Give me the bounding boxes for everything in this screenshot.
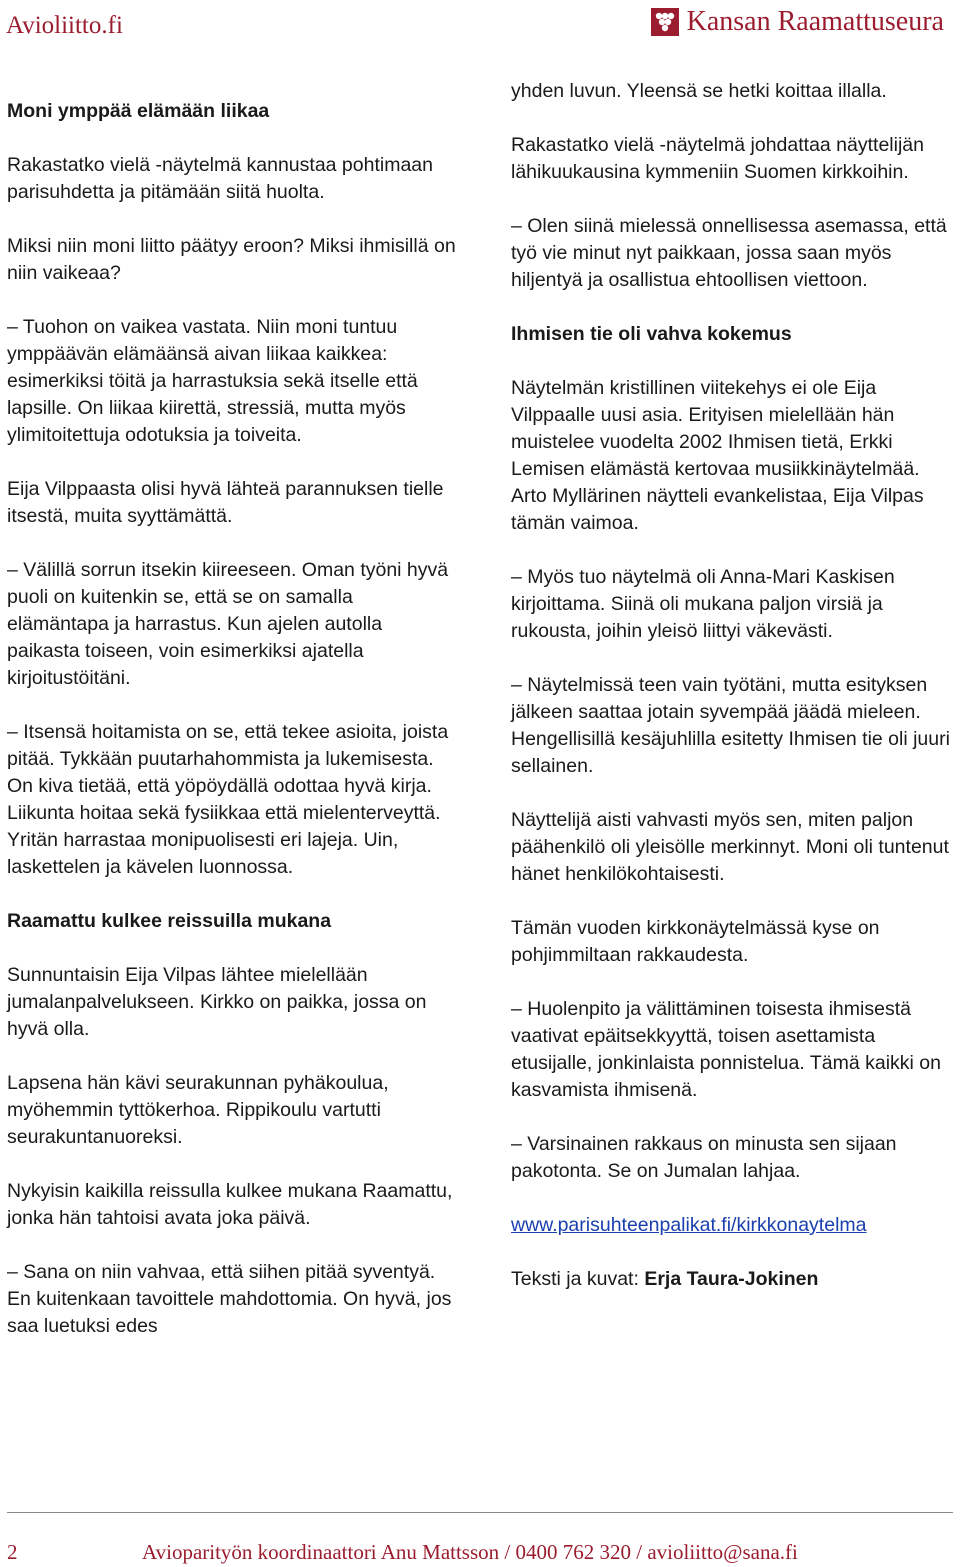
publisher-name: Kansan Raamattuseura xyxy=(686,6,944,37)
credit-line xyxy=(511,1266,959,1293)
paragraph: – Varsinainen rakkaus on minusta sen sijaan pakotonta. Se on Jumalan lahjaa. xyxy=(511,1133,897,1182)
article-link[interactable]: www.parisuhteenpalikat.fi/kirkkonaytelma xyxy=(511,1214,867,1236)
paragraph: Näytelmän kristillinen viitekehys ei ole Eija Vilppaalle uusi asia. Erityisen mielellään hän muistelee vuodelta 2002 Ihmisen tietä, Erkki Lemisen elämästä kertovaa musiikkinäytelmää. Arto Myllärinen näytteli evankelistaa, Eija Vilpas tämän vaimoa. xyxy=(511,377,924,534)
paragraph: Miksi niin moni liitto päätyy eroon? Miksi ihmisillä on niin vaikeaa? xyxy=(7,235,456,284)
paragraph: Sunnuntaisin Eija Vilpas lähtee mielellään jumalanpalvelukseen. Kirkko on paikka, jossa on hyvä olla. xyxy=(7,964,427,1040)
page-number: 2 xyxy=(7,1540,18,1564)
paragraph: – Välillä sorrun itsekin kiireeseen. Oman työni hyvä puoli on kuitenkin se, että se on samalla elämäntapa ja harrastus. Kun ajelen autolla paikasta toiseen, voin esimerkiksi ajatella kirjoitustöitäni. xyxy=(7,559,449,689)
credit-name: Erja Taura-Jokinen xyxy=(644,1268,819,1290)
paragraph: Rakastatko vielä -näytelmä kannustaa pohtimaan parisuhdetta ja pitämään siitä huolta. xyxy=(7,154,433,203)
paragraph: – Tuohon on vaikea vastata. Niin moni tuntuu ymppäävän elämäänsä aivan liikaa kaikkea: esimerkiksi töitä ja harrastuksia sekä itselle että lapsille. On liikaa kiirettä, stressiä, mutta myös ylimitoitettuja odotuksia ja toiveita. xyxy=(7,316,418,446)
section-heading: Ihmisen tie oli vahva kokemus xyxy=(511,323,792,345)
paragraph: – Näytelmissä teen vain työtäni, mutta esityksen jälkeen saattaa jotain syvempää jäädä mieleen. Hengellisillä kesäjuhlilla esitetty Ihmisen tie oli juuri sellainen. xyxy=(511,674,950,777)
publisher-header xyxy=(651,6,944,38)
paragraph: Nykyisin kaikilla reissulla kulkee mukana Raamattu, jonka hän tahtoisi avata joka päivä. xyxy=(7,1180,453,1229)
section-heading: Moni ymppää elämään liikaa xyxy=(7,100,270,122)
paragraph: Lapsena hän kävi seurakunnan pyhäkoulua, myöhemmin tyttökerhoa. Rippikoulu vartutti seurakuntanuoreksi. xyxy=(7,1072,389,1148)
section-heading: Raamattu kulkee reissuilla mukana xyxy=(7,910,332,932)
article-link-paragraph xyxy=(511,1212,959,1239)
paragraph: Eija Vilppaasta olisi hyvä lähteä parannuksen tielle itsestä, muita syyttämättä. xyxy=(7,478,444,527)
grape-cluster-icon xyxy=(651,8,679,36)
credit-label: Teksti ja kuvat: xyxy=(511,1268,645,1290)
footer-divider xyxy=(7,1512,953,1513)
right-column xyxy=(511,78,959,1320)
paragraph: yhden luvun. Yleensä se hetki koittaa illalla. xyxy=(511,80,887,102)
site-name[interactable]: Avioliitto.fi xyxy=(6,12,123,39)
paragraph: – Huolenpito ja välittäminen toisesta ihmisestä vaativat epäitsekkyyttä, toisen asettamista etusijalle, jonkinlaista ponnistelua. Tämä kaikki on kasvamista ihmisenä. xyxy=(511,998,941,1101)
paragraph: Rakastatko vielä -näytelmä johdattaa näyttelijän lähikuukausina kymmeniin Suomen kirkkoihin. xyxy=(511,134,924,183)
paragraph: Tämän vuoden kirkkonäytelmässä kyse on pohjimmiltaan rakkaudesta. xyxy=(511,917,880,966)
paragraph: – Olen siinä mielessä onnellisessa asemassa, että työ vie minut nyt paikkaan, jossa saan myös hiljentyä ja osallistua ehtoollisen viettoon. xyxy=(511,215,947,291)
left-column xyxy=(7,78,457,1367)
paragraph: – Myös tuo näytelmä oli Anna-Mari Kaskisen kirjoittama. Siinä oli mukana paljon virsiä ja rukousta, joihin yleisö liittyi väkevästi. xyxy=(511,566,895,642)
paragraph: – Itsensä hoitamista on se, että tekee asioita, joista pitää. Tykkään puutarhahommista ja lukemisesta. On kiva tietää, että yöpöydällä odottaa hyvä kirja. Liikunta hoitaa sekä fysiikkaa että mielenterveyttä. Yritän harrastaa monipuolisesti eri lajeja. Uin, laskettelen ja kävelen luonnossa. xyxy=(7,721,449,878)
paragraph: – Sana on niin vahvaa, että siihen pitää syventyä. En kuitenkaan tavoittele mahdottomia. On hyvä, jos saa luetuksi edes xyxy=(7,1261,452,1337)
paragraph: Näyttelijä aisti vahvasti myös sen, miten paljon päähenkilö oli yleisölle merkinnyt. Moni oli tuntenut hänet henkilökohtaisesti. xyxy=(511,809,949,885)
footer-contact: Avioparityön koordinaattori Anu Mattsson / 0400 762 320 / avioliitto@sana.fi xyxy=(142,1540,798,1564)
